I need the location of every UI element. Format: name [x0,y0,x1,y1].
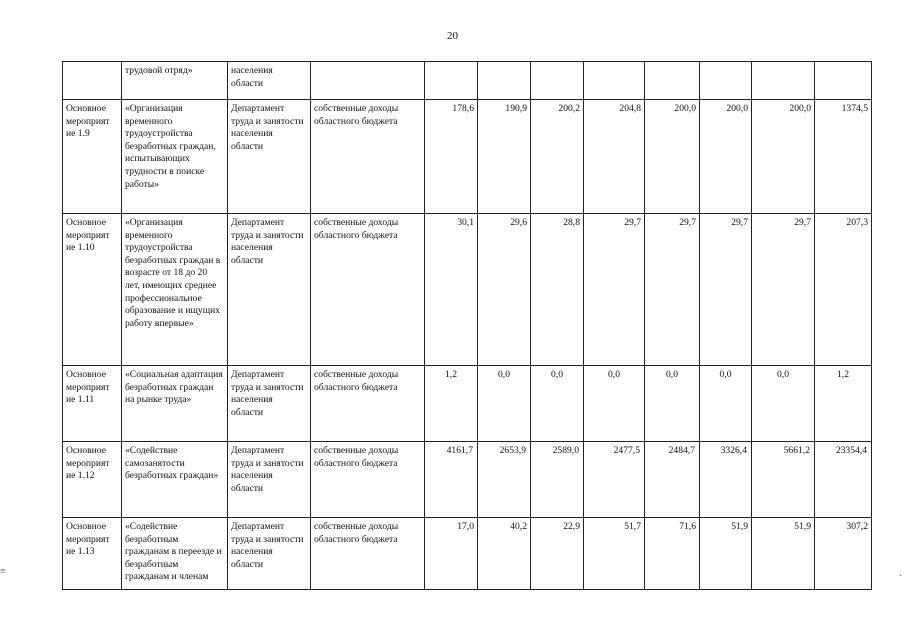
value-cell: 2484,7 [645,442,700,518]
funding-source-cell: собственные доходы областного бюджета [311,366,425,442]
value-cell: 178,6 [425,100,478,214]
activity-cell: Основное мероприят ие 1.9 [63,100,122,214]
value-cell: 0,0 [478,366,531,442]
activity-cell: Основное мероприят ие 1.11 [63,366,122,442]
value-cell: 51,7 [584,518,645,590]
funding-source-cell: собственные доходы областного бюджета [311,214,425,366]
executor-cell: Департамент труда и занятости населения области [228,100,311,214]
value-cell: 3326,4 [700,442,752,518]
funding-source-cell: собственные доходы областного бюджета [311,100,425,214]
value-cell: 200,0 [752,100,815,214]
value-cell: 29,7 [645,214,700,366]
table-row [63,442,872,518]
activity-name-cell: «Организация временного трудоустройства безработных граждан в возрасте от 18 до 20 лет, имеющих среднее профессиональное образование и ищущих работу впервые» [122,214,228,366]
value-cell: 200,0 [645,100,700,214]
activity-name-cell: трудовой отряд» [122,62,228,100]
total-cell: 1,2 [815,366,872,442]
value-cell: 29,6 [478,214,531,366]
value-cell: 2477,5 [584,442,645,518]
value-cell: 0,0 [752,366,815,442]
total-cell: 307,2 [815,518,872,590]
executor-cell: Департамент труда и занятости населения области [228,214,311,366]
value-cell: 190,9 [478,100,531,214]
page-number: 20 [447,30,458,42]
value-cell: 0,0 [700,366,752,442]
value-cell [700,62,752,100]
value-cell: 29,7 [700,214,752,366]
value-cell: 51,9 [700,518,752,590]
activity-name-cell: «Социальная адаптация безработных граждан на рынке труда» [122,366,228,442]
value-cell: 29,7 [752,214,815,366]
value-cell: 2589,0 [531,442,584,518]
scan-edge-mark-right: · [899,571,903,582]
value-cell [531,62,584,100]
value-cell [584,62,645,100]
value-cell: 1,2 [425,366,478,442]
table-body [63,62,872,590]
activity-cell [63,62,122,100]
value-cell [645,62,700,100]
value-cell: 22,9 [531,518,584,590]
table-row [63,214,872,366]
value-cell: 28,8 [531,214,584,366]
table-row [63,518,872,590]
total-cell [815,62,872,100]
total-cell: 23354,4 [815,442,872,518]
funding-source-cell: собственные доходы областного бюджета [311,442,425,518]
value-cell: 5661,2 [752,442,815,518]
table-row [63,366,872,442]
value-cell: 71,6 [645,518,700,590]
value-cell [752,62,815,100]
funding-source-cell [311,62,425,100]
value-cell: 204,8 [584,100,645,214]
value-cell: 17,0 [425,518,478,590]
value-cell: 29,7 [584,214,645,366]
total-cell: 1374,5 [815,100,872,214]
value-cell: 200,0 [700,100,752,214]
value-cell: 51,9 [752,518,815,590]
activity-name-cell: «Содействие самозанятости безработных граждан» [122,442,228,518]
value-cell: 30,1 [425,214,478,366]
executor-cell: населения области [228,62,311,100]
value-cell: 0,0 [584,366,645,442]
value-cell [478,62,531,100]
value-cell: 40,2 [478,518,531,590]
scan-edge-mark-left: ≡ [0,566,6,577]
value-cell: 0,0 [531,366,584,442]
executor-cell: Департамент труда и занятости населения области [228,366,311,442]
total-cell: 207,3 [815,214,872,366]
value-cell: 0,0 [645,366,700,442]
activity-cell: Основное мероприят ие 1.10 [63,214,122,366]
executor-cell: Департамент труда и занятости населения области [228,442,311,518]
table-row [63,62,872,100]
value-cell [425,62,478,100]
activity-cell: Основное мероприят ие 1.13 [63,518,122,590]
program-activities-table [62,61,872,590]
activity-cell: Основное мероприят ие 1.12 [63,442,122,518]
table-row [63,100,872,214]
activity-name-cell: «Организация временного трудоустройства безработных граждан, испытывающих трудности в поиске работы» [122,100,228,214]
activity-name-cell: «Содействие безработным гражданам в переезде и безработным гражданам и членам [122,518,228,590]
funding-source-cell: собственные доходы областного бюджета [311,518,425,590]
value-cell: 2653,9 [478,442,531,518]
value-cell: 200,2 [531,100,584,214]
executor-cell: Департамент труда и занятости населения области [228,518,311,590]
value-cell: 4161,7 [425,442,478,518]
